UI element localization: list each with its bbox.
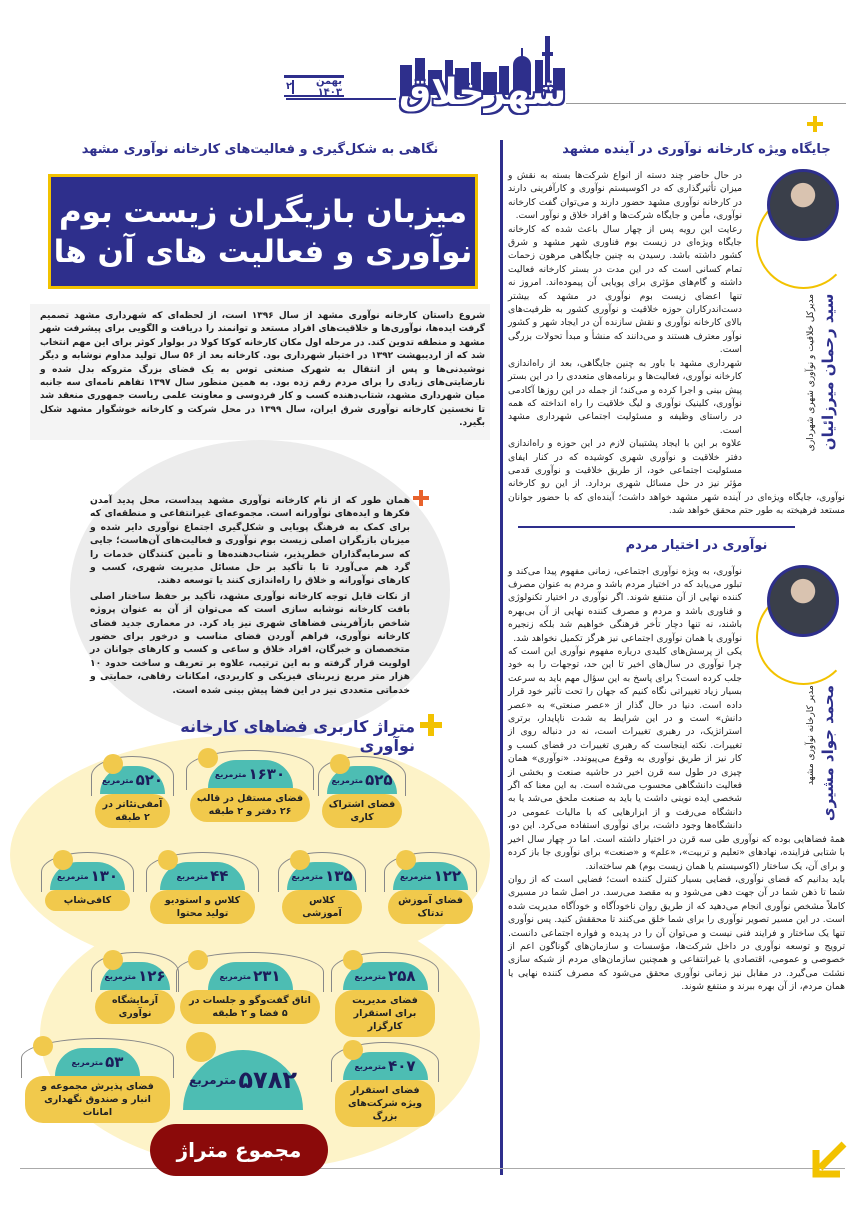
decorative-dot [330,754,350,774]
author-role-2: مدیر کارخانه نوآوری مشهد [806,684,816,785]
page-number: ۲ [286,81,293,92]
area-value: ۱۶۳۰ [248,765,286,783]
sidebar-divider [518,526,795,528]
area-unit: مترمربع [104,971,137,981]
area-heading: متراژ کاربری فضاهای کارخانه نوآوری [180,717,415,755]
decorative-dot [33,1036,53,1056]
total-label: مجموع متراژ [150,1124,328,1176]
author-name-2: محمد جواد مشیری [819,684,837,821]
author-2-credit [806,685,837,821]
logo-text: شهرخلاق [398,72,567,113]
area-value: ۱۲۶ [138,967,166,985]
area-value: ۴۴ [210,867,229,885]
area-bubble [388,862,473,924]
sidebar1-paragraph-3: شهرداری مشهد با باور به چنین جایگاهی، بعد از راه‌اندازی کارخانه نوآوری، فعالیت‌ها و برنامه‌های متعددی را در این بستر پیش بینی و اجرا کرده و می‌کند؛ از جمله در این روزها آکادمی نوآوری، کلینیک نوآوری و لیگ خلاقیت را راه انداخته که همه در راستای وظیفه و مسئولیت اجتماعی شهرداری مشهد است. [508,357,742,436]
area-unit: مترمربع [354,1061,387,1071]
masthead-rule [566,103,846,104]
area-bubble [282,862,362,924]
area-value: ۵۲۵ [365,771,393,789]
decorative-dot [53,850,73,870]
body-text [90,494,410,697]
decorative-dot [188,950,208,970]
area-unit: مترمربع [71,1057,104,1067]
sidebar-heading-2: نوآوری در اختیار مردم [625,537,768,553]
sidebar2-paragraph-1: نوآوری، به ویژه نوآوری اجتماعی، زمانی مفهوم پیدا می‌کند و تبلور می‌یابد که در اختیار مردم باشد و مردم به عنوان مصرف کننده نهایی از آن منتفع شوند. اگر نوآوری در اختیار تکنولوژی و فناوری باشد و مردم و مصرف کننده نهایی از آن بی‌بهره باشند، نه تنها دچار تأخر فرهنگی خواهیم شد بلکه زنجیره نوآوری یا همان نوآوری اجتماعی نیز هرگز تکمیل نخواهد شد. [508,565,742,644]
area-label: فضای آموزش تدتاک [388,890,473,924]
area-bubble [95,962,175,1024]
plus-icon [420,714,442,736]
decorative-dot [103,950,123,970]
area-value: ۱۳۵ [325,867,353,885]
decorative-dot [158,850,178,870]
area-value: ۲۳۱ [253,967,281,985]
decorative-dot [290,850,310,870]
author-role-1: مدیرکل خلاقیت و نوآوری شهری شهرداری [806,294,816,452]
area-bubble [322,766,402,828]
sidebar1-paragraph-1: در حال حاضر چند دسته از انواع شرکت‌ها بسته به نقش و میزان تأثیرگذاری که در اکوسیستم نوآوری و کارآفرینی دارند در کارخانه نوآوری مشهد حضور دارند و می‌توان گفت کارخانه نوآوری، مأمن و جایگاه شرکت‌ها و افراد خلاق و نوآور است. [508,170,742,222]
area-value: ۵۲۰ [135,771,164,789]
sidebar2-paragraph-2: یکی از پرسش‌های کلیدی درباره مفهوم نوآوری این است که چرا نوآوری در سال‌های اخیر تا این حد، توجهات را به خود جلب کرده است؟ برای پاسخ به این سؤال مهم باید به سرعت بسیار زیاد تغییراتی نگاه کنیم که جهان را تحت تأثیر خود قرار داده است. دنیا در حال گذار از «عصر صنعتی» به «عصر دانش» است و در این شرایط به شدت ناپایدار، برتری استراتژیک، در رهبری تغییرات است، نه در دنباله روی از تغییرات. نکته اینجاست که رهبری تغییرات در فضای کسب و کار نیز از طریق نوآوری به وقوع می‌پیوندد. «نوآوری» همان چیزی در طول سه قرن اخیر در حاشیه صنعت و بخشی از فعالیت دانشگاهی محسوب می‌شده است. به این معنا که اگر شخصی ایده نوینی داشت یا باید به صنعت ملحق می‌شد یا به دانشگاه می‌رفت و از ابزارهایی که با مالیات عمومی در دانشگاه‌ها وجود داشت، برای نوآوری استفاده می‌کرد. این دو، همهٔ فضاهایی بوده که نوآوری طی سه قرن در اختیار داشته است. اما در چهار سال اخیر با شتابی فزاینده، نهادهای «تعلیم و تربیت»، «علم» و «صنعت» برای نوآوری جا باز کرده و برای آن، یک ساختار (اکوسیستم یا همان زیست بوم) هم ساخته‌اند. [508,646,845,872]
sidebar-column [508,142,845,994]
area-unit: مترمربع [399,871,432,881]
arrow-down-left-icon [810,1140,848,1180]
dateline-rule [286,98,396,100]
portrait-photo-mirzaeian [767,169,839,241]
body-paragraph-1: همان طور که از نام کارخانه نوآوری مشهد پیداست، محل پدید آمدن فکرها و ایده‌های نوآورانه است. مجموعه‌ای غیرانتفاعی و منطقه‌ای که برای کمک به فرهنگ پویایی و شکل‌گیری اجتماع نوآوری دایر شده و میزبان بازیگران اصلی زیست بوم نوآوری و فعالیت‌های آن‌هاست؛ جایی که سرمایه‌گذاران خطرپذیر، شتاب‌دهنده‌ها و تأمین کنندگان خدمات را گرد هم می‌آورد تا با تأکید بر حل مسائل مدیریت شهری، کسب و کارهای نوآورانه و خلاق را راه‌اندازی کنند یا توسعه دهند. [90,495,410,587]
sidebar-heading-1: جایگاه ویژه کارخانه نوآوری در آینده مشهد [562,142,831,157]
area-unit: مترمربع [56,871,89,881]
area-bubble [45,862,130,911]
area-unit: مترمربع [101,775,134,785]
area-unit: مترمربع [354,971,387,981]
headline-banner [48,174,478,289]
author-1-credit [806,294,837,451]
area-label: کلاس آموزشی [282,890,362,924]
area-bubble [150,862,255,924]
area-bubble [180,962,320,1024]
area-value: ۱۲۲ [433,867,462,885]
decorative-dot [343,950,363,970]
area-label: آمفی‌تئاتر در ۲ طبقه [95,794,170,828]
area-bubble [25,1048,170,1123]
area-bubble [335,962,435,1037]
plus-icon [413,490,429,506]
kicker: نگاهی به شکل‌گیری و فعالیت‌های کارخانه نوآوری مشهد [81,142,439,157]
decorative-dot [198,748,218,768]
area-label: فضای اشتراک کاری [322,794,402,828]
area-unit: مترمربع [214,769,247,779]
headline-line-1: میزبان بازیگران زیست بوم [58,193,468,230]
area-label: فضای استقرار ویژه شرکت‌های بزرگ [335,1080,435,1127]
sidebar1-paragraph-2: رعایت این رویه پس از چهار سال باعث شده که کارخانه جایگاه ویژه‌ای در زیست بوم فناوری شهر مشهد و شرق کشور داشته باشد. رسیدن به چنین جایگاهی مرهون زحمات تمام کسانی است که در این مدت در بستر کارخانه فعالیت داشته و گام‌های مؤثری برای پویایی آن پیموده‌اند. امروز نه تنها اعضای زیست بوم نوآوری در مشهد که بیشتر دست‌اندرکاران حوزه خلاقیت و نوآوری کشور به ظرفیت‌های بالای کارخانه نوآوری و نقش سازنده آن در ایجاد شهر و کشور نوآور معترف هستند و می‌دانند که منشأ و مبدأ تحولات بزرگی است. [508,223,742,356]
area-label: آزمایشگاه نوآوری [95,990,175,1024]
area-value: ۲۵۸ [388,967,416,985]
issue-dateline [284,75,344,97]
area-value: ۱۳۰ [90,867,119,885]
portrait-photo-moshiri [767,565,839,637]
total-area-bubble [178,1050,308,1110]
area-bubble [95,766,170,828]
lead-paragraph: شروع داستان کارخانه نوآوری مشهد از سال ۱۳۹۶ است، از لحظه‌ای که شهرداری مشهد تصمیم گرفت ایده‌ها، نوآوری‌ها و خلاقیت‌های افراد مستعد و توانمند را دریافت و الگویی برای پیشرفت شهر مشهد و منطقه تدوین کند. در مرحله اول مکان کارخانه کوکا کولا در بولوار کوثر برای این مهم انتخاب شد که از اردیبهشت ۱۳۹۲ در اختیار شهرداری بود. کارخانه بعد از ۵۶ سال تولید مداوم نوشابه و دیگر نوشیدنی‌ها و پس از انتقال به شهرک صنعتی توس به یک فضای بزرگ متروکه بدل شده و نارضایتی‌های زیادی را برای مردم رقم زده بود. به همین منظور سال ۱۳۹۷ تفاهم نامه‌ای سه جانبه میان شهرداری مشهد، شتاب‌دهنده کسب و کار فردوسی و معاونت علمی ریاست جمهوری منعقد شد تا نخستین کارخانه نوآوری شرق ایران، سال ۱۳۹۹ در محل شرکت و کارخانه خوشگوار مشهد شکل بگیرد. [40,311,486,429]
author-name-1: سید رحمان میرزائیان [819,294,837,451]
sidebar1-paragraph-4: علاوه بر این با ایجاد پشتیبان لازم در این حوزه و راه‌اندازی دفتر خلاقیت و نوآوری شهری کوشیده که در کنار ایفای مسئولیت اجتماعی خود، از طریق خلاقیت و نوآوری قدمی مؤثر نیز در حل مسائل شهری بردارد. از این رو کارخانه نوآوری، جایگاه ویژه‌ای در آینده شهر مشهد خواهد داشت؛ آینده‌ای که با حضور جوانان مستعد فرهیخته به طور حتم محقق خواهد شد. [508,438,845,517]
area-bubble [335,1052,435,1127]
sidebar2-paragraph-3: باید بدانیم که فضای نوآوری، فضایی بسیار کنترل کننده است؛ فضایی است که از روان شما تا ذهن شما در آن جهت دهی می‌شود و به مقصد می‌رسد. در اصل شما در مسیری کاملاً مشخص نوآوری انجام می‌دهید که از طریق روان ناخودآگاه و خودآگاه مدیریت شده است. در این مسیر تصویر نوآوری را برای شما خلق می‌کنند تا محققش کنید. پس نوآوری تنها یک ساختار و فرایند فنی نیست و می‌توان آن را در پدیده و فواره اجتماعی دانست. ترویج و توسعه نوآوری در داخل شرکت‌ها، مؤسسات و سازمان‌های گوناگون اعم از خصوصی و عمومی، اقتصادی یا غیرانتفاعی و همچنین سازمان‌های مردم از شبکه سازی نشئت می‌گیرد. در مقابل نیز زمانی نوآوری محقق می‌شود که مصرف کننده نهایی یا همان مردم، از آن بهره ببرند و منتفع شوند. [508,873,845,993]
divider [292,80,294,94]
area-unit: مترمربع [219,971,252,981]
area-unit: مترمربع [291,871,324,881]
decorative-dot [396,850,416,870]
author-2-block [750,565,845,825]
area-value: ۴۰۷ [388,1057,416,1075]
area-label: اتاق گفت‌وگو و جلسات در ۵ فضا و ۲ طبقه [180,990,320,1024]
area-label: فضای مستقل در قالب ۲۶ دفتر و ۲ طبقه [190,788,310,822]
area-bubble [190,760,310,822]
area-value: ۵۳ [105,1053,124,1071]
plus-icon [807,116,823,132]
area-label: فضای مدیریت برای استقرار کارگزار [335,990,435,1037]
decorative-dot [103,754,123,774]
area-unit: مترمربع [176,871,209,881]
total-unit: مترمربع [189,1073,237,1087]
area-unit: مترمربع [331,775,364,785]
area-label: کلاس و استودیو تولید محتوا [150,890,255,924]
body-paragraph-2: از نکات قابل توجه کارخانه نوآوری مشهد، تأکید بر حفظ ساختار اصلی بافت کارخانه نوشابه سازی است که می‌توان از آن به عنوان پروژه شاخص بازآفرینی فضاهای شهری نیز یاد کرد. در معماری جدید فضای کارخانه نوآوری، فراهم آوردن فضای مناسب و درخور برای حضور متخصصان و خبرگان، افراد خلاق و ساعی و کسب و کارهای جوانان در اولویت قرار گرفته و به این ترتیب، علاوه بر تعریف و ساخت حدود ۱۰ هزار متر مربع زیربنای فیزیکی و کاربردی، امکانات رفاهی، حمایتی و خدماتی متعددی نیز در این فضا پیش بینی شده است. [90,590,410,696]
masthead-logo [395,30,570,115]
issue-month: بهمن ۱۴۰۳ [315,75,342,98]
author-1-block [750,169,845,479]
decorative-dot [186,1032,216,1062]
total-value: ۵۷۸۲ [238,1066,297,1094]
headline-line-2: نوآوری و فعالیت های آن ها [53,233,473,270]
decorative-dot [343,1040,363,1060]
area-label: کافی‌شاپ [45,890,130,911]
column-separator [500,140,503,1175]
area-label: فضای پذیرش مجموعه و انبار و صندوق نگهداری امانات [25,1076,170,1123]
footer-rule [20,1168,845,1169]
